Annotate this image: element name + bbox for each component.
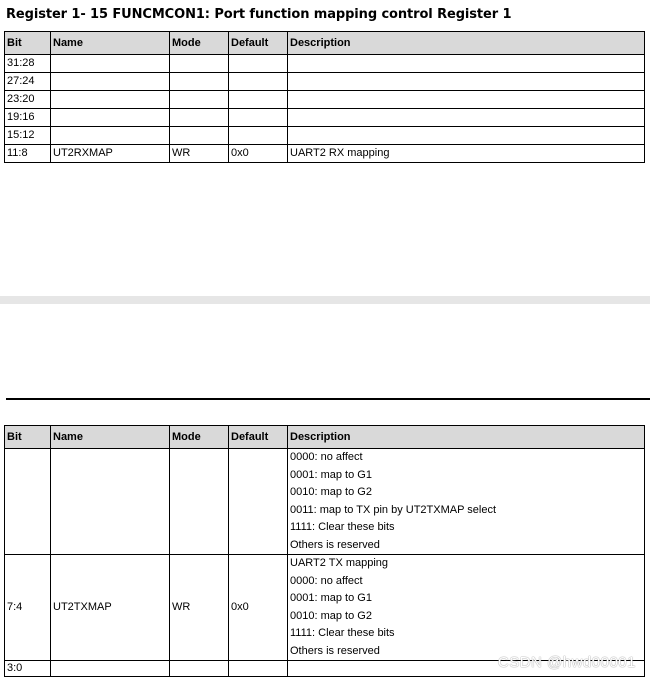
description-line: UART2 TX mapping: [290, 557, 389, 569]
header-description: Description: [288, 32, 645, 55]
cell-default: 0x0: [229, 145, 288, 163]
cell-description: [288, 555, 645, 661]
cell-mode: WR: [170, 555, 229, 661]
description-line: 0010: map to G2: [290, 486, 372, 498]
cell-bit: 7:4: [5, 555, 51, 661]
cell-bit: 19:16: [5, 109, 51, 127]
cell-mode: [170, 109, 229, 127]
cell-description: [288, 127, 645, 145]
header-name: Name: [51, 32, 170, 55]
table-row: [5, 449, 645, 555]
table-header-row: [5, 32, 645, 55]
header-default: Default: [229, 426, 288, 449]
header-bit: Bit: [5, 426, 51, 449]
cell-name: [51, 127, 170, 145]
cell-mode: [170, 91, 229, 109]
cell-mode: [170, 449, 229, 555]
cell-bit: 15:12: [5, 127, 51, 145]
cell-default: [229, 661, 288, 677]
cell-mode: [170, 55, 229, 73]
description-line: 0000: no affect: [290, 574, 363, 587]
cell-default: [229, 55, 288, 73]
cell-name: [51, 449, 170, 555]
header-description: Description: [288, 426, 645, 449]
description-line: Others is reserved: [290, 538, 380, 551]
cell-description: [288, 73, 645, 91]
cell-name: [51, 91, 170, 109]
register-title: Register 1- 15 FUNCMCON1: Port function mapping control Register 1: [6, 7, 512, 22]
cell-name: [51, 73, 170, 91]
description-line: 0000: no affect: [290, 451, 363, 463]
csdn-watermark: CSDN @hwd00001: [497, 654, 636, 671]
cell-default: [229, 109, 288, 127]
header-default: Default: [229, 32, 288, 55]
cell-bit: 27:24: [5, 73, 51, 91]
cell-default: [229, 91, 288, 109]
table-row: [5, 145, 645, 163]
cell-default: [229, 127, 288, 145]
description-line: 0011: map to TX pin by UT2TXMAP select: [290, 503, 497, 516]
table-row: [5, 109, 645, 127]
cell-name: [51, 109, 170, 127]
cell-bit: 23:20: [5, 91, 51, 109]
page-top-rule: [6, 398, 650, 400]
table-row: [5, 91, 645, 109]
cell-description: [288, 109, 645, 127]
cell-bit: 11:8: [5, 145, 51, 163]
cell-description: [288, 55, 645, 73]
table-row: [5, 55, 645, 73]
cell-default: [229, 73, 288, 91]
cell-name: UT2RXMAP: [51, 145, 170, 163]
description-line: 0001: map to G1: [290, 468, 372, 481]
register-table-top: [4, 31, 645, 163]
cell-default: 0x0: [229, 555, 288, 661]
cell-name: [51, 661, 170, 677]
header-mode: Mode: [170, 32, 229, 55]
description-line: 1111: Clear these bits: [290, 521, 395, 533]
cell-description: [288, 91, 645, 109]
cell-name: [51, 55, 170, 73]
cell-bit: [5, 449, 51, 555]
cell-mode: [170, 127, 229, 145]
header-mode: Mode: [170, 426, 229, 449]
cell-mode: WR: [170, 145, 229, 163]
cell-mode: [170, 73, 229, 91]
table-header-row: [5, 426, 645, 449]
cell-name: UT2TXMAP: [51, 555, 170, 661]
cell-bit: 31:28: [5, 55, 51, 73]
table-row: [5, 73, 645, 91]
page-break-band: [0, 296, 650, 304]
cell-description: UART2 RX mapping: [288, 145, 645, 163]
description-line: 1111: Clear these bits: [290, 627, 395, 639]
header-name: Name: [51, 426, 170, 449]
description-line: 0010: map to G2: [290, 609, 372, 622]
register-table-bottom: [4, 425, 645, 677]
cell-description: [288, 449, 645, 555]
cell-bit: 3:0: [5, 661, 51, 677]
description-line: 0001: map to G1: [290, 592, 372, 604]
table-row: [5, 127, 645, 145]
cell-default: [229, 449, 288, 555]
table-row: [5, 555, 645, 661]
description-line: Others is reserved: [290, 644, 380, 657]
header-bit: Bit: [5, 32, 51, 55]
cell-mode: [170, 661, 229, 677]
